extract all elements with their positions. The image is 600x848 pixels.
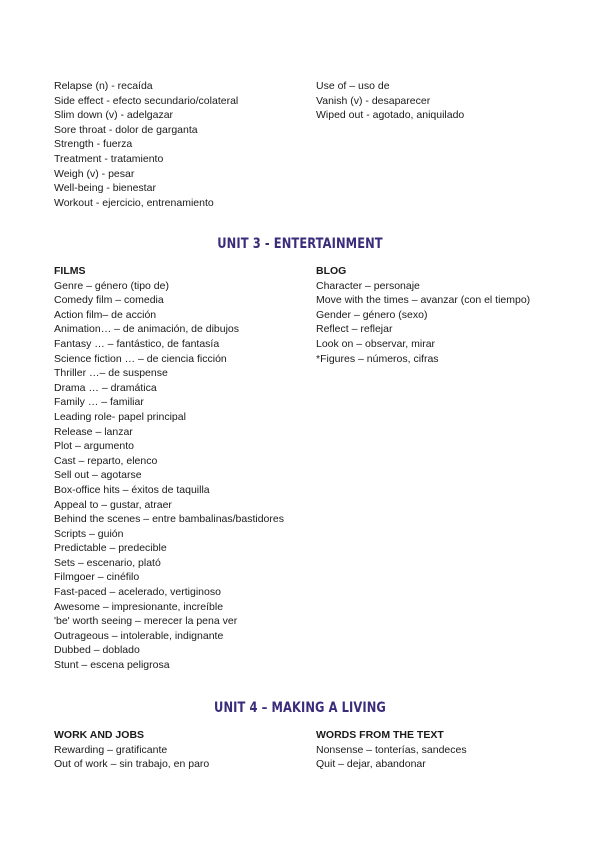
vocab-entry: Dubbed – doblado: [54, 644, 140, 657]
work-list: [54, 743, 209, 772]
vocab-entry: Slim down (v) - adelgazar: [54, 109, 174, 122]
vocab-entry: Behind the scenes – entre bambalinas/bastidores: [54, 513, 284, 526]
vocab-entry: Stunt – escena peligrosa: [54, 659, 170, 672]
vocab-entry: Drama … – dramática: [54, 381, 157, 394]
unit3-title: UNIT 3 - ENTERTAINMENT: [217, 236, 383, 252]
vocab-entry: Treatment - tratamiento: [54, 152, 164, 165]
vocab-entry: Appeal to – gustar, atraer: [54, 498, 172, 511]
vocab-list-top-left: [54, 79, 238, 210]
vocab-entry: Weigh (v) - pesar: [54, 167, 135, 180]
vocab-entry: Nonsense – tonterías, sandeces: [316, 743, 467, 756]
vocab-entry: Gender – género (sexo): [316, 308, 428, 321]
vocab-entry: Sore throat - dolor de garganta: [54, 123, 198, 136]
vocab-entry: Family … – familiar: [54, 396, 144, 409]
vocab-entry: Use of – uso de: [316, 80, 390, 92]
vocab-entry: Scripts – guión: [54, 527, 124, 540]
vocab-entry: 'be' worth seeing – merecer la pena ver: [54, 615, 238, 628]
vocab-entry: Genre – género (tipo de): [54, 279, 169, 292]
vocab-entry: Look on – observar, mirar: [316, 337, 436, 350]
vocab-entry: Filmgoer – cinéfilo: [54, 571, 140, 584]
vocab-entry: Outrageous – intolerable, indignante: [54, 629, 224, 642]
vocab-entry: Vanish (v) - desaparecer: [316, 94, 431, 107]
vocab-entry: Relapse (n) - recaída: [54, 80, 153, 92]
work-heading: WORK AND JOBS: [54, 729, 145, 741]
vocab-entry: Sets – escenario, plató: [54, 556, 161, 569]
text-heading: WORDS FROM THE TEXT: [316, 729, 444, 741]
vocab-entry: Wiped out - agotado, aniquilado: [316, 109, 465, 122]
blog-section: [316, 264, 530, 366]
vocab-entry: Side effect - efecto secundario/colateral: [54, 94, 239, 107]
vocab-entry: Animation… – de animación, de dibujos: [54, 323, 240, 336]
vocab-entry: Sell out – agotarse: [54, 469, 142, 482]
vocab-entry: Awesome – impresionante, increíble: [54, 600, 224, 613]
vocab-entry: Leading role- papel principal: [54, 410, 186, 423]
blog-heading: BLOG: [316, 265, 347, 277]
vocab-entry: Character – personaje: [316, 279, 420, 292]
text-section: [316, 728, 467, 772]
vocab-list-top-right: [316, 79, 464, 123]
vocab-entry: Out of work – sin trabajo, en paro: [54, 758, 210, 771]
vocab-entry: Thriller …– de suspense: [54, 367, 168, 380]
films-list: [54, 279, 284, 673]
vocab-entry: Rewarding – gratificante: [54, 743, 168, 756]
vocab-entry: Fantasy … – fantástico, de fantasía: [54, 337, 220, 350]
vocab-entry: Plot – argumento: [54, 440, 134, 453]
films-heading: FILMS: [54, 265, 86, 277]
vocab-entry: *Figures – números, cifras: [316, 352, 439, 365]
vocab-entry: Workout - ejercicio, entrenamiento: [54, 196, 214, 209]
vocab-entry: Release – lanzar: [54, 425, 133, 438]
vocab-entry: Quit – dejar, abandonar: [316, 758, 426, 771]
unit4-title: UNIT 4 – MAKING A LIVING: [214, 700, 386, 716]
text-list: [316, 743, 467, 772]
vocab-entry: Move with the times – avanzar (con el tiempo): [316, 294, 531, 307]
vocab-entry: Cast – reparto, elenco: [54, 454, 158, 467]
vocab-entry: Fast-paced – acelerado, vertiginoso: [54, 586, 221, 599]
blog-list: [316, 279, 530, 367]
vocab-entry: Science fiction … – de ciencia ficción: [54, 352, 227, 365]
work-section: [54, 728, 209, 772]
vocab-entry: Reflect – reflejar: [316, 323, 393, 336]
films-section: [54, 264, 284, 673]
vocab-entry: Predictable – predecible: [54, 542, 167, 555]
vocab-entry: Action film– de acción: [54, 308, 157, 321]
vocab-entry: Comedy film – comedia: [54, 294, 164, 307]
vocab-entry: Well-being - bienestar: [54, 182, 156, 195]
vocab-entry: Box-office hits – éxitos de taquilla: [54, 483, 210, 496]
vocab-entry: Strength - fuerza: [54, 138, 133, 151]
